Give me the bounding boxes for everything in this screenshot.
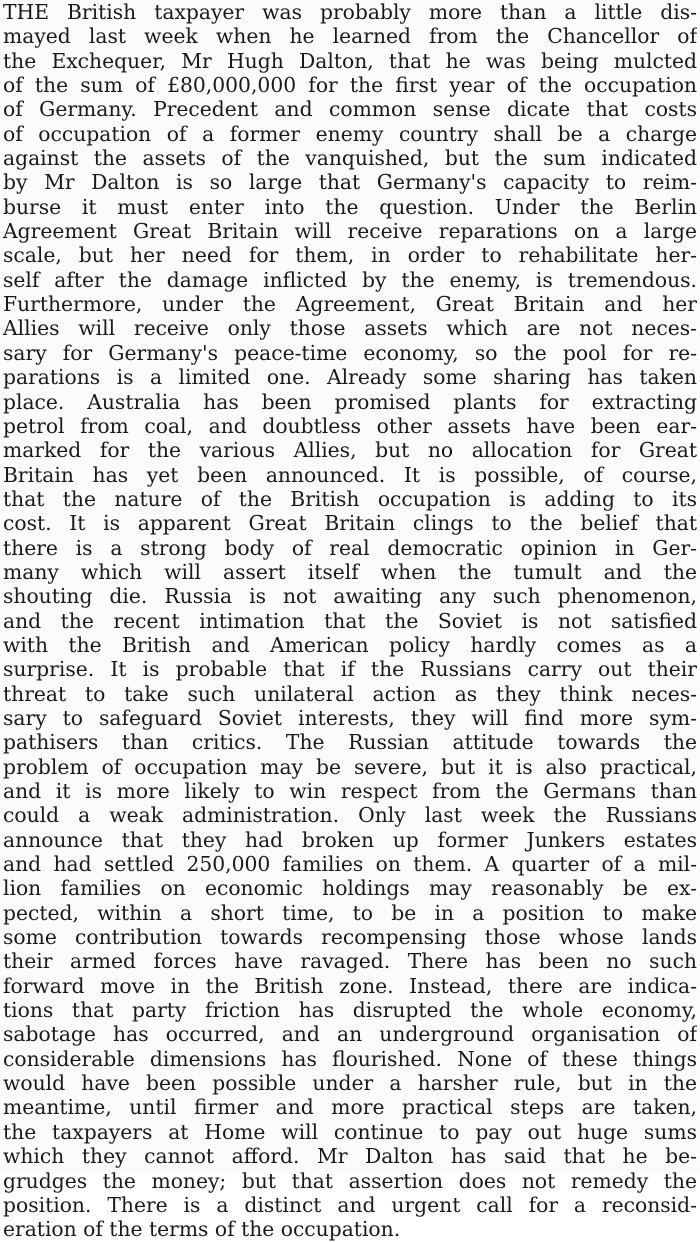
- text-line: cost. It is apparent Great Britain clings to the belief that: [3, 511, 697, 536]
- text-line: Agreement Great Britain will receive reparations on a large: [3, 219, 697, 244]
- article-text: [3, 0, 697, 1242]
- text-line: sabotage has occurred, and an underground organisation of: [3, 1022, 697, 1047]
- text-line: Furthermore, under the Agreement, Great Britain and her: [3, 292, 697, 317]
- text-line: many which will assert itself when the tumult and the: [3, 559, 697, 584]
- text-line: pathisers than critics. The Russian attitude towards the: [3, 730, 697, 755]
- text-line: meantime, until firmer and more practical steps are taken,: [3, 1095, 697, 1120]
- text-line: of occupation of a former enemy country shall be a charge: [3, 121, 697, 146]
- text-line: parations is a limited one. Already some sharing has taken: [3, 365, 697, 390]
- text-line: some contribution towards recompensing those whose lands: [3, 925, 697, 950]
- text-line: self after the damage inflicted by the enemy, is tremendous.: [3, 267, 697, 292]
- text-line: the Exchequer, Mr Hugh Dalton, that he was being mulcted: [3, 48, 697, 73]
- text-line: there is a strong body of real democratic opinion in Ger-: [3, 535, 697, 560]
- text-line: forward move in the British zone. Instead, there are indica-: [3, 973, 697, 998]
- text-line: and the recent intimation that the Soviet is not satisfied: [3, 608, 697, 633]
- text-line: of Germany. Precedent and common sense dicate that costs: [3, 97, 697, 122]
- text-line: sary to safeguard Soviet interests, they will find more sym-: [3, 705, 697, 730]
- text-line: would have been possible under a harsher rule, but in the: [3, 1071, 697, 1096]
- text-line: with the British and American policy hardly comes as a: [3, 632, 697, 657]
- text-line: place. Australia has been promised plants for extracting: [3, 389, 697, 414]
- text-line: problem of occupation may be severe, but it is also practical,: [3, 754, 697, 779]
- text-line: announce that they had broken up former Junkers estates: [3, 827, 697, 852]
- text-line: sary for Germany's peace-time economy, so the pool for re-: [3, 340, 697, 365]
- text-line: against the assets of the vanquished, but the sum indicated: [3, 146, 697, 171]
- text-line: by Mr Dalton is so large that Germany's capacity to reim-: [3, 170, 697, 195]
- text-line: which they cannot afford. Mr Dalton has said that he be-: [3, 1144, 697, 1169]
- text-line: and it is more likely to win respect from the Germans than: [3, 779, 697, 803]
- text-line: mayed last week when he learned from the Chancellor of: [3, 24, 697, 49]
- text-line: tions that party friction has disrupted the whole economy,: [3, 998, 697, 1023]
- text-line: Allies will receive only those assets which are not neces-: [3, 316, 697, 341]
- text-line: pected, within a short time, to be in a position to make: [3, 900, 697, 925]
- text-line: their armed forces have ravaged. There has been no such: [3, 949, 697, 974]
- text-line: and had settled 250,000 families on them. A quarter of a mil-: [3, 852, 697, 877]
- text-line: eration of the terms of the occupation.: [3, 1217, 401, 1242]
- text-line: the taxpayers at Home will continue to pay out huge sums: [3, 1119, 697, 1144]
- text-line: marked for the various Allies, but no allocation for Great: [3, 438, 697, 463]
- text-line: petrol from coal, and doubtless other assets have been ear-: [3, 413, 697, 438]
- text-line: threat to take such unilateral action as they think neces-: [3, 681, 697, 706]
- text-line: could a weak administration. Only last week the Russians: [3, 803, 697, 828]
- text-line: lion families on economic holdings may reasonably be ex-: [3, 876, 697, 901]
- text-line: position. There is a distinct and urgent call for a reconsid-: [3, 1192, 697, 1217]
- text-line: that the nature of the British occupation is adding to its: [3, 486, 697, 511]
- text-line: grudges the money; but that assertion does not remedy the: [3, 1168, 697, 1193]
- text-line: surprise. It is probable that if the Russians carry out their: [3, 657, 697, 682]
- text-line: of the sum of £80,000,000 for the first year of the occupation: [3, 73, 697, 98]
- text-line: THE British taxpayer was probably more than a little dis-: [3, 0, 697, 24]
- text-line: Britain has yet been announced. It is possible, of course,: [3, 462, 697, 487]
- text-line: burse it must enter into the question. Under the Berlin: [3, 194, 697, 219]
- text-line: considerable dimensions has flourished. None of these things: [3, 1046, 697, 1071]
- text-line: scale, but her need for them, in order to rehabilitate her-: [3, 243, 697, 268]
- text-line: shouting die. Russia is not awaiting any such phenomenon,: [3, 584, 697, 609]
